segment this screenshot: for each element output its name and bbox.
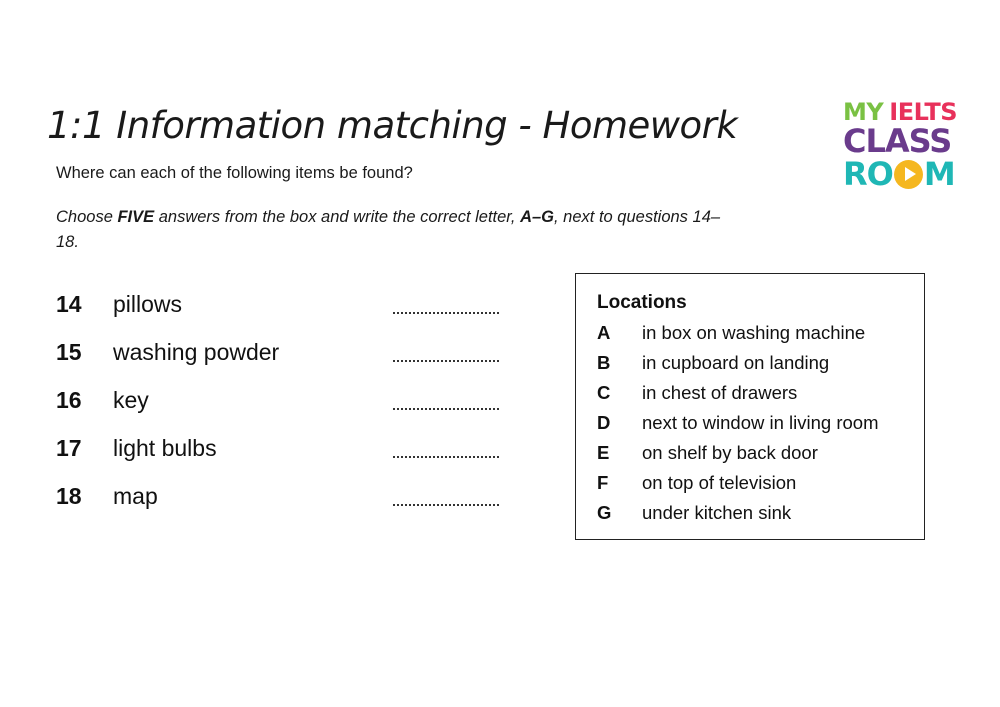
logo-my: MY [843,98,884,126]
location-option [597,468,924,498]
question-item [56,280,516,328]
question-item [56,328,516,376]
question-item [56,376,516,424]
logo-line-3 [843,155,967,193]
page-title: 1:1 Information matching - Homework [47,104,738,147]
locations-heading: Locations [597,292,687,313]
location-text: next to window in living room [642,412,879,433]
location-text: in cupboard on landing [642,352,830,373]
instruction-mid: answers from the box and write the correct letter, [154,208,521,226]
location-option [597,498,924,528]
question-label: washing powder [113,338,280,365]
logo-line-1 [843,100,967,124]
logo [843,98,967,193]
question-number: 14 [56,290,82,317]
question-list [56,280,516,520]
logo-ielts: IELTS [889,98,958,126]
location-letter: G [597,502,612,523]
answer-blank[interactable] [393,442,499,458]
question-item [56,424,516,472]
answer-blank[interactable] [393,490,499,506]
location-option [597,378,924,408]
answer-blank[interactable] [393,298,499,314]
question-number: 15 [56,338,82,365]
location-option [597,408,924,438]
location-letter: F [597,472,609,493]
location-letter: B [597,352,611,373]
instruction-text [56,205,736,255]
question-number: 18 [56,482,82,509]
location-letter: D [597,412,611,433]
question-number: 17 [56,434,82,461]
question-label: pillows [113,290,183,317]
location-option [597,438,924,468]
location-text: in box on washing machine [642,322,866,343]
instruction-post: , next to questions 14–18. [56,208,721,251]
location-letter: A [597,322,611,343]
question-label: map [113,482,158,509]
logo-class: CLASS [843,122,952,160]
locations-list [597,318,924,528]
answer-blank[interactable] [393,346,499,362]
location-text: under kitchen sink [642,502,792,523]
answer-blank[interactable] [393,394,499,410]
question-label: key [113,386,149,413]
play-button-icon [894,160,923,189]
question-number: 16 [56,386,82,413]
location-letter: E [597,442,610,463]
instruction-bold-five: FIVE [117,208,155,226]
locations-box [575,273,925,540]
question-item [56,472,516,520]
location-option [597,348,924,378]
instruction-bold-letters: A–G [520,208,555,226]
location-text: on top of television [642,472,797,493]
location-letter: C [597,382,611,403]
location-text: on shelf by back door [642,442,818,463]
location-option [597,318,924,348]
instruction-pre: Choose [56,208,118,226]
location-text: in chest of drawers [642,382,798,403]
question-label: light bulbs [113,434,217,461]
logo-room-start: RO [843,155,893,193]
logo-room-end: M [923,155,955,193]
question-text: Where can each of the following items be found? [56,164,413,182]
